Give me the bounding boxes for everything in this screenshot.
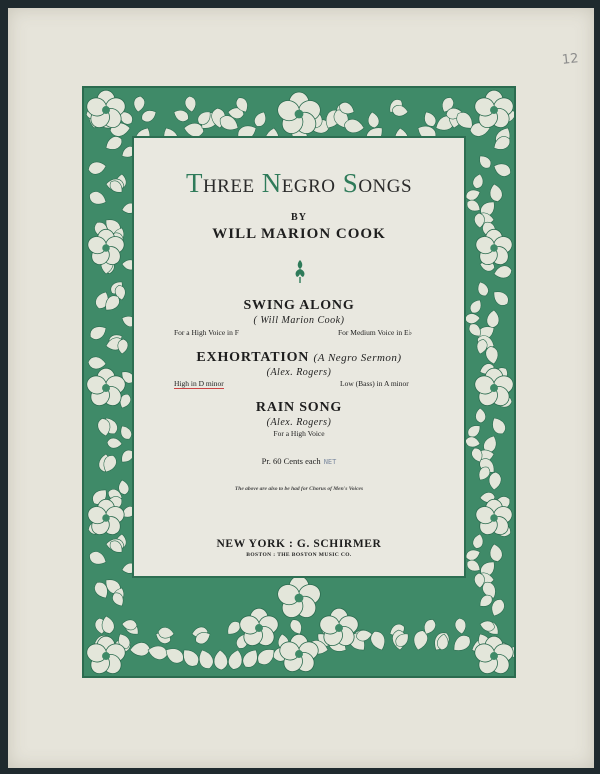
title-panel: [132, 136, 466, 578]
cover-title: Three Negro Songs: [185, 168, 413, 198]
song-title-rain-song: RAIN SONG: [255, 400, 343, 415]
publisher-name: NEW YORK : G. SCHIRMER: [216, 538, 382, 550]
lyricist-exhortation: (Alex. Rogers): [266, 367, 332, 378]
voice-low-exhortation: Low (Bass) in A minor: [340, 379, 409, 388]
by-label: BY: [291, 212, 307, 223]
song-title-swing-along: SWING ALONG: [243, 298, 355, 313]
pencil-page-number: 12: [561, 51, 580, 68]
voice-rain-song: For a High Voice: [273, 429, 325, 438]
publisher-agent: BOSTON : THE BOSTON MUSIC CO.: [246, 552, 352, 558]
lyricist-rain-song: (Alex. Rogers): [266, 417, 332, 428]
composer-name: WILL MARION COOK: [212, 226, 386, 242]
chorus-note: The above are also to be had for Chorus of Men's Voices: [234, 486, 364, 492]
price-line: Pr. 60 Cents each NET: [261, 456, 337, 466]
song-title-exhortation: EXHORTATION (A Negro Sermon): [196, 350, 402, 365]
lyricist-swing-along: ( Will Marion Cook): [253, 315, 345, 326]
voice-medium-swing-along: For Medium Voice in E♭: [338, 328, 413, 337]
voice-high-swing-along: For a High Voice in F: [174, 328, 239, 337]
net-stamp: NET: [323, 458, 337, 466]
voice-high-exhortation: High in D minor: [174, 379, 224, 388]
leaf-ornament-icon: [291, 258, 309, 284]
